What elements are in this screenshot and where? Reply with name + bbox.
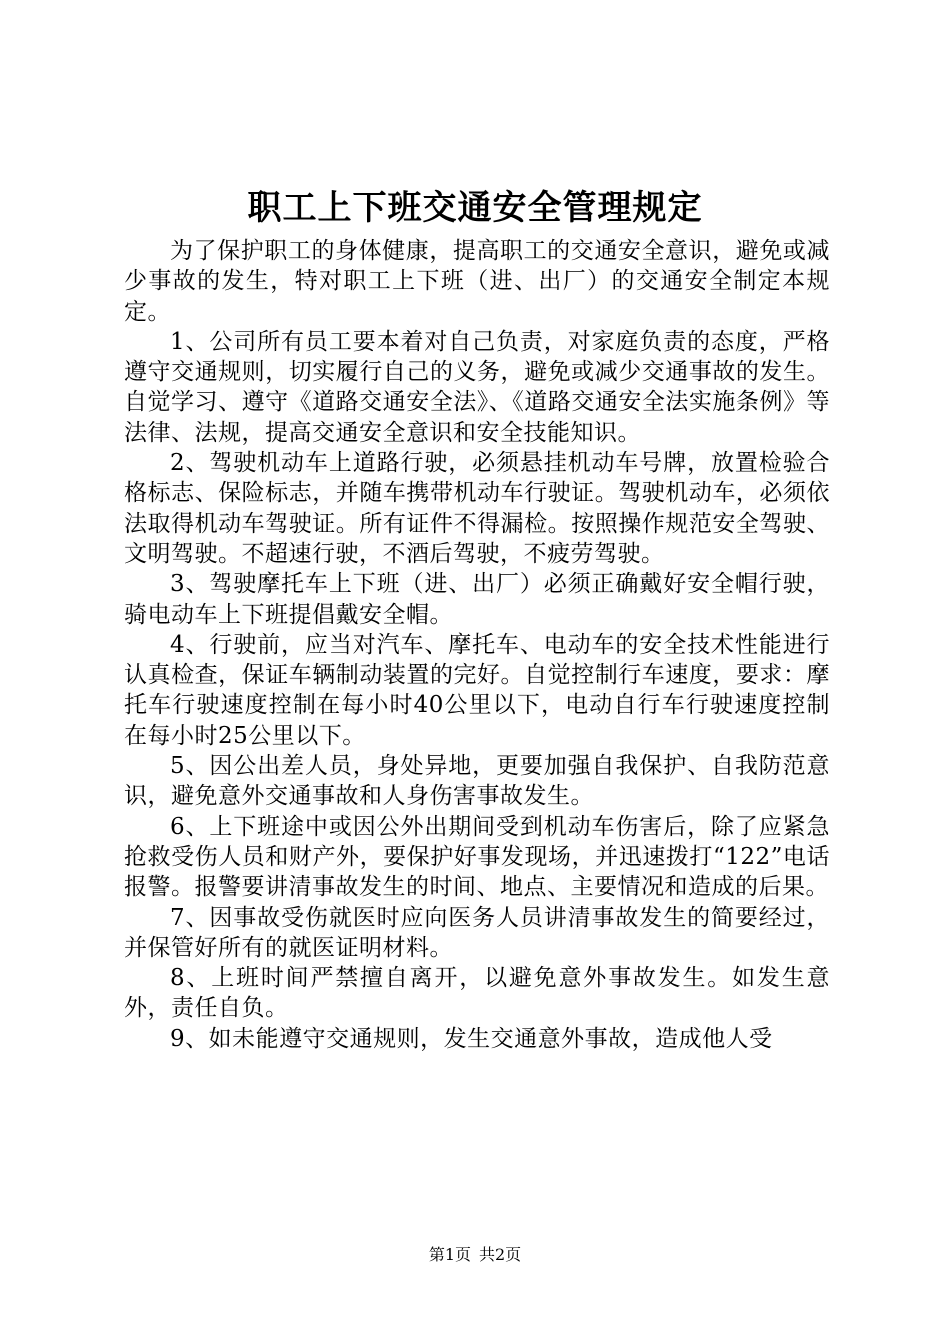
paragraph-rule-5: 5、因公出差人员，身处异地，更要加强自我保护、自我防范意识，避免意外交通事故和人身伤害事故发生。 — [124, 753, 830, 810]
paragraph-rule-6: 6、上下班途中或因公外出期间受到机动车伤害后，除了应紧急抢救受伤人员和财产外，要保护好事发现场，并迅速拨打“122”电话报警。报警要讲清事故发生的时间、地点、主要情况和造成的后果。 — [124, 813, 830, 901]
page-footer — [0, 1245, 950, 1265]
paragraph-intro: 为了保护职工的身体健康，提高职工的交通安全意识，避免或减少事故的发生，特对职工上下班（进、出厂）的交通安全制定本规定。 — [124, 238, 830, 325]
paragraph-rule-9: 9、如未能遵守交通规则，发生交通意外事故，造成他人受 — [170, 1025, 773, 1052]
paragraph-rule-3: 3、驾驶摩托车上下班（进、出厂）必须正确戴好安全帽行驶，骑电动车上下班提倡戴安全帽。 — [124, 571, 830, 628]
paragraph-rule-8: 8、上班时间严禁擅自离开，以避免意外事故发生。如发生意外，责任自负。 — [124, 965, 830, 1022]
page-number-current: 第1页 — [428, 1245, 471, 1264]
paragraph-rule-1: 1、公司所有员工要本着对自己负责，对家庭负责的态度，严格遵守交通规则，切实履行自己的义务，避免或减少交通事故的发生。自觉学习、遵守《道路交通安全法》、《道路交通安全法实施条例》等法律、法规，提高交通安全意识和安全技能知识。 — [124, 328, 830, 446]
page-number-total: 共2页 — [479, 1245, 522, 1264]
document-title: 职工上下班交通安全管理规定 — [247, 188, 703, 228]
document-body — [124, 236, 830, 1054]
paragraph-rule-7: 7、因事故受伤就医时应向医务人员讲清事故发生的简要经过，并保管好所有的就医证明材料。 — [124, 904, 830, 961]
paragraph-rule-2: 2、驾驶机动车上道路行驶，必须悬挂机动车号牌，放置检验合格标志、保险标志，并随车携带机动车行驶证。驾驶机动车，必须依法取得机动车驾驶证。所有证件不得漏检。按照操作规范安全驾驶、文明驾驶。不超速行驶，不酒后驾驶，不疲劳驾驶。 — [124, 450, 830, 567]
paragraph-rule-4: 4、行驶前，应当对汽车、摩托车、电动车的安全技术性能进行认真检查，保证车辆制动装置的完好。自觉控制行车速度，要求：摩托车行驶速度控制在每小时40公里以下，电动自行车行驶速度控制在每小时25公里以下。 — [124, 631, 830, 749]
